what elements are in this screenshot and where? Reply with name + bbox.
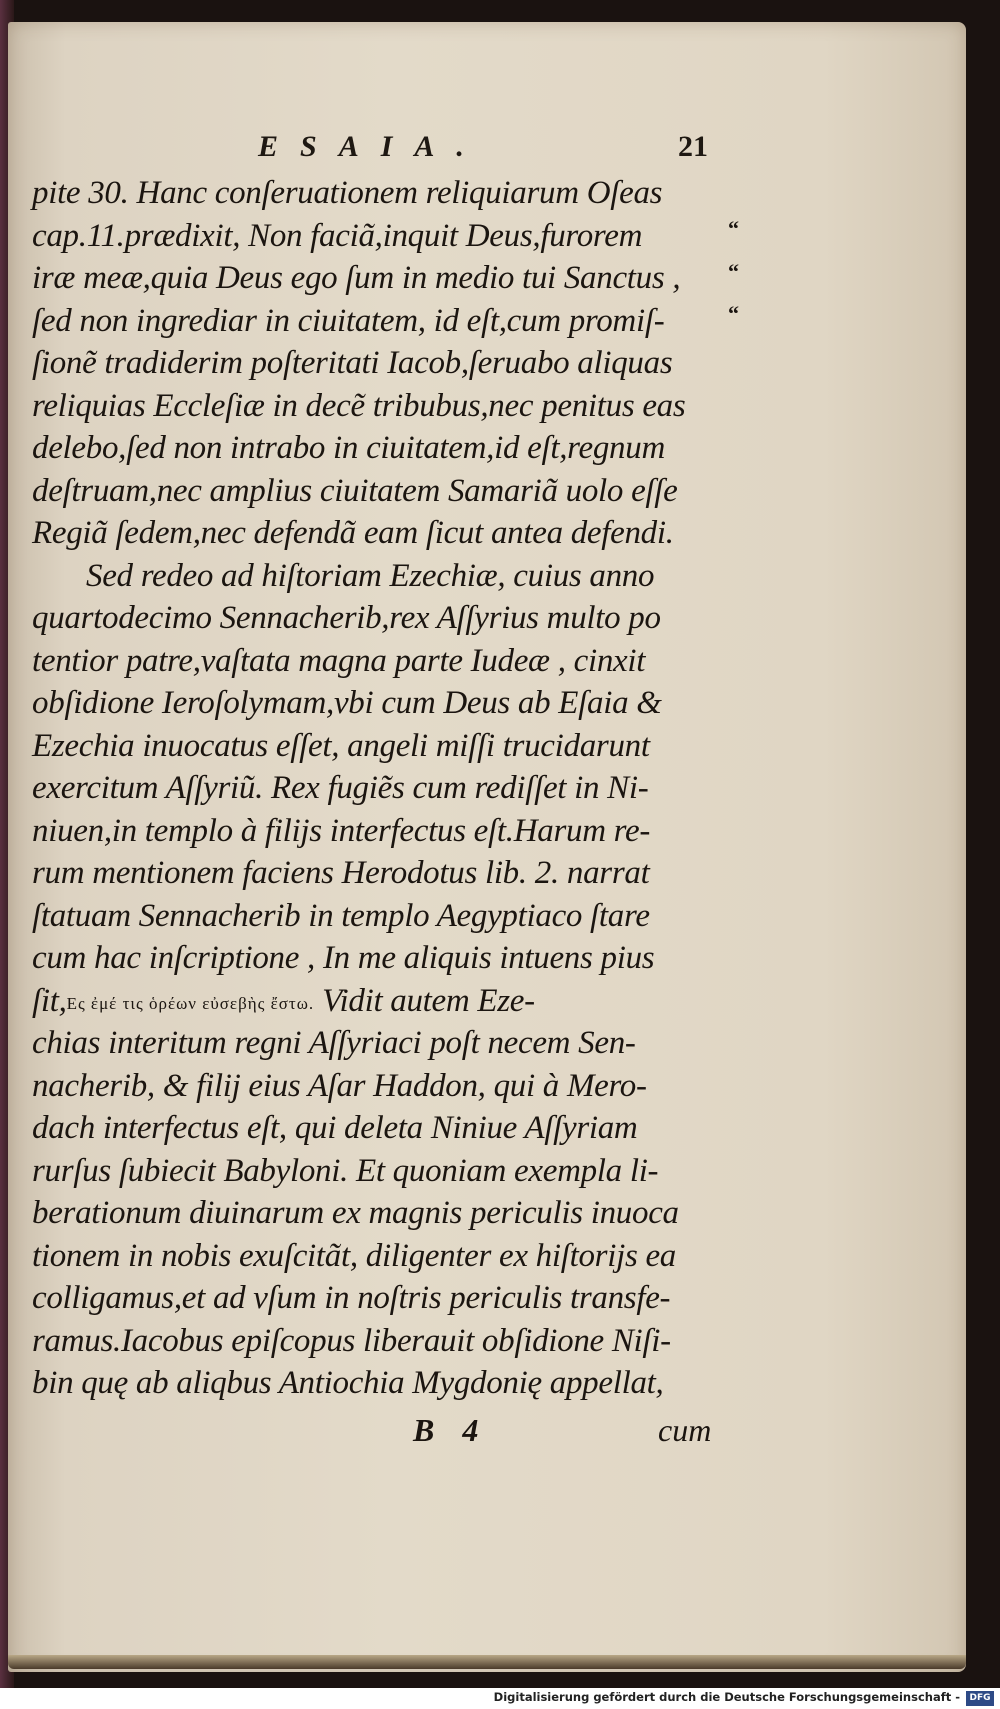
quote-mark: “ bbox=[728, 258, 739, 284]
text-line: pite 30. Hanc conſeruationem reliquiarum Oſeas bbox=[32, 175, 663, 211]
text-line: berationum diuinarum ex magnis periculis inuoca bbox=[32, 1195, 679, 1231]
text-line: reliquias Eccleſiæ in decẽ tribubus,nec penitus eas bbox=[32, 387, 686, 424]
running-head: ESAIA. bbox=[258, 130, 486, 163]
text-line: tionem in nobis exuſcitãt, diligenter ex hiſtorijs ea bbox=[32, 1237, 676, 1274]
text-line: ſtatuam Sennacherib in templo Aegyptiaco ſtare bbox=[32, 897, 650, 934]
marginal-quote-marks bbox=[728, 208, 758, 336]
page-bottom-edge bbox=[8, 1655, 966, 1669]
signature-mark: B 4 bbox=[413, 1412, 479, 1448]
text-line: obſidione Ieroſolymam,vbi cum Deus ab Eſaia & bbox=[32, 685, 662, 721]
text-line: rurſus ſubiecit Babyloni. Et quoniam exempla li- bbox=[32, 1152, 659, 1189]
page-footer bbox=[8, 1412, 966, 1457]
text-line: ſed non ingrediar in ciuitatem, id eſt,cum promiſ- bbox=[32, 302, 665, 339]
text-line: Ezechia inuocatus eſſet, angeli miſſi trucidarunt bbox=[32, 727, 650, 764]
credit-bar bbox=[0, 1688, 1000, 1709]
credit-text: Digitalisierung gefördert durch die Deutsche Forschungsgemeinschaft - bbox=[493, 1690, 960, 1704]
text-line: iræ meæ,quia Deus ego ſum in medio tui Sanctus , bbox=[32, 260, 681, 296]
text-line: bin quę ab aliqbus Antiochia Mygdonię appellat, bbox=[32, 1365, 664, 1401]
dfg-logo-icon: DFG bbox=[966, 1691, 994, 1706]
greek-line-prefix: ſit, bbox=[32, 982, 67, 1019]
text-line: tentior patre,vaſtata magna parte Iudeæ , cinxit bbox=[32, 642, 646, 679]
text-block bbox=[32, 172, 732, 1405]
text-line: quartodecimo Sennacherib,rex Aſſyrius multo po bbox=[32, 600, 661, 636]
text-line: ramus.Iacobus epiſcopus liberauit obſidione Niſi- bbox=[32, 1322, 671, 1359]
greek-line-suffix: Vidit autem Eze- bbox=[314, 982, 535, 1019]
text-line: ſionẽ tradiderim poſteritati Iacob,ſeruabo aliquas bbox=[32, 345, 673, 381]
greek-inscription-line bbox=[32, 980, 732, 1023]
text-line: dach interfectus eſt, qui deleta Niniue Aſſyriam bbox=[32, 1110, 638, 1146]
greek-inscription: Eς ἐμέ τις ὁρέων εὐσεβὴς ἔστω. bbox=[66, 993, 315, 1013]
paragraph-start-line: Sed redeo ad hiſtoriam Ezechiæ, cuius anno bbox=[86, 557, 655, 594]
text-line: colligamus,et ad vſum in noſtris periculis transfe- bbox=[32, 1280, 671, 1316]
text-line: exercitum Aſſyriũ. Rex fugiẽs cum rediſſet in Ni- bbox=[32, 770, 649, 806]
text-line: cum hac inſcriptione , In me aliquis intuens pius bbox=[32, 940, 655, 976]
text-line: nacherib, & filij eius Aſar Haddon, qui à Mero- bbox=[32, 1067, 647, 1104]
quote-mark: “ bbox=[728, 301, 739, 326]
text-line: cap.11.prædixit, Non faciã,inquit Deus,furorem bbox=[32, 217, 643, 254]
book-page bbox=[8, 22, 966, 1672]
catchword: cum bbox=[658, 1412, 712, 1448]
page-number: 21 bbox=[678, 130, 708, 163]
quote-mark: “ bbox=[728, 216, 739, 241]
text-line: delebo,ſed non intrabo in ciuitatem,id eſt,regnum bbox=[32, 430, 665, 466]
text-line: niuen,in templo à filijs interfectus eſt.Harum re- bbox=[32, 812, 651, 849]
text-line: Regiã ſedem,nec defendã eam ſicut antea defendi. bbox=[32, 515, 674, 551]
text-line: chias interitum regni Aſſyriaci poſt necem Sen- bbox=[32, 1025, 636, 1061]
text-line: deſtruam,nec amplius ciuitatem Samariã uolo eſſe bbox=[32, 472, 678, 509]
text-line: rum mentionem faciens Herodotus lib. 2. narrat bbox=[32, 855, 650, 891]
page-header bbox=[8, 130, 966, 170]
